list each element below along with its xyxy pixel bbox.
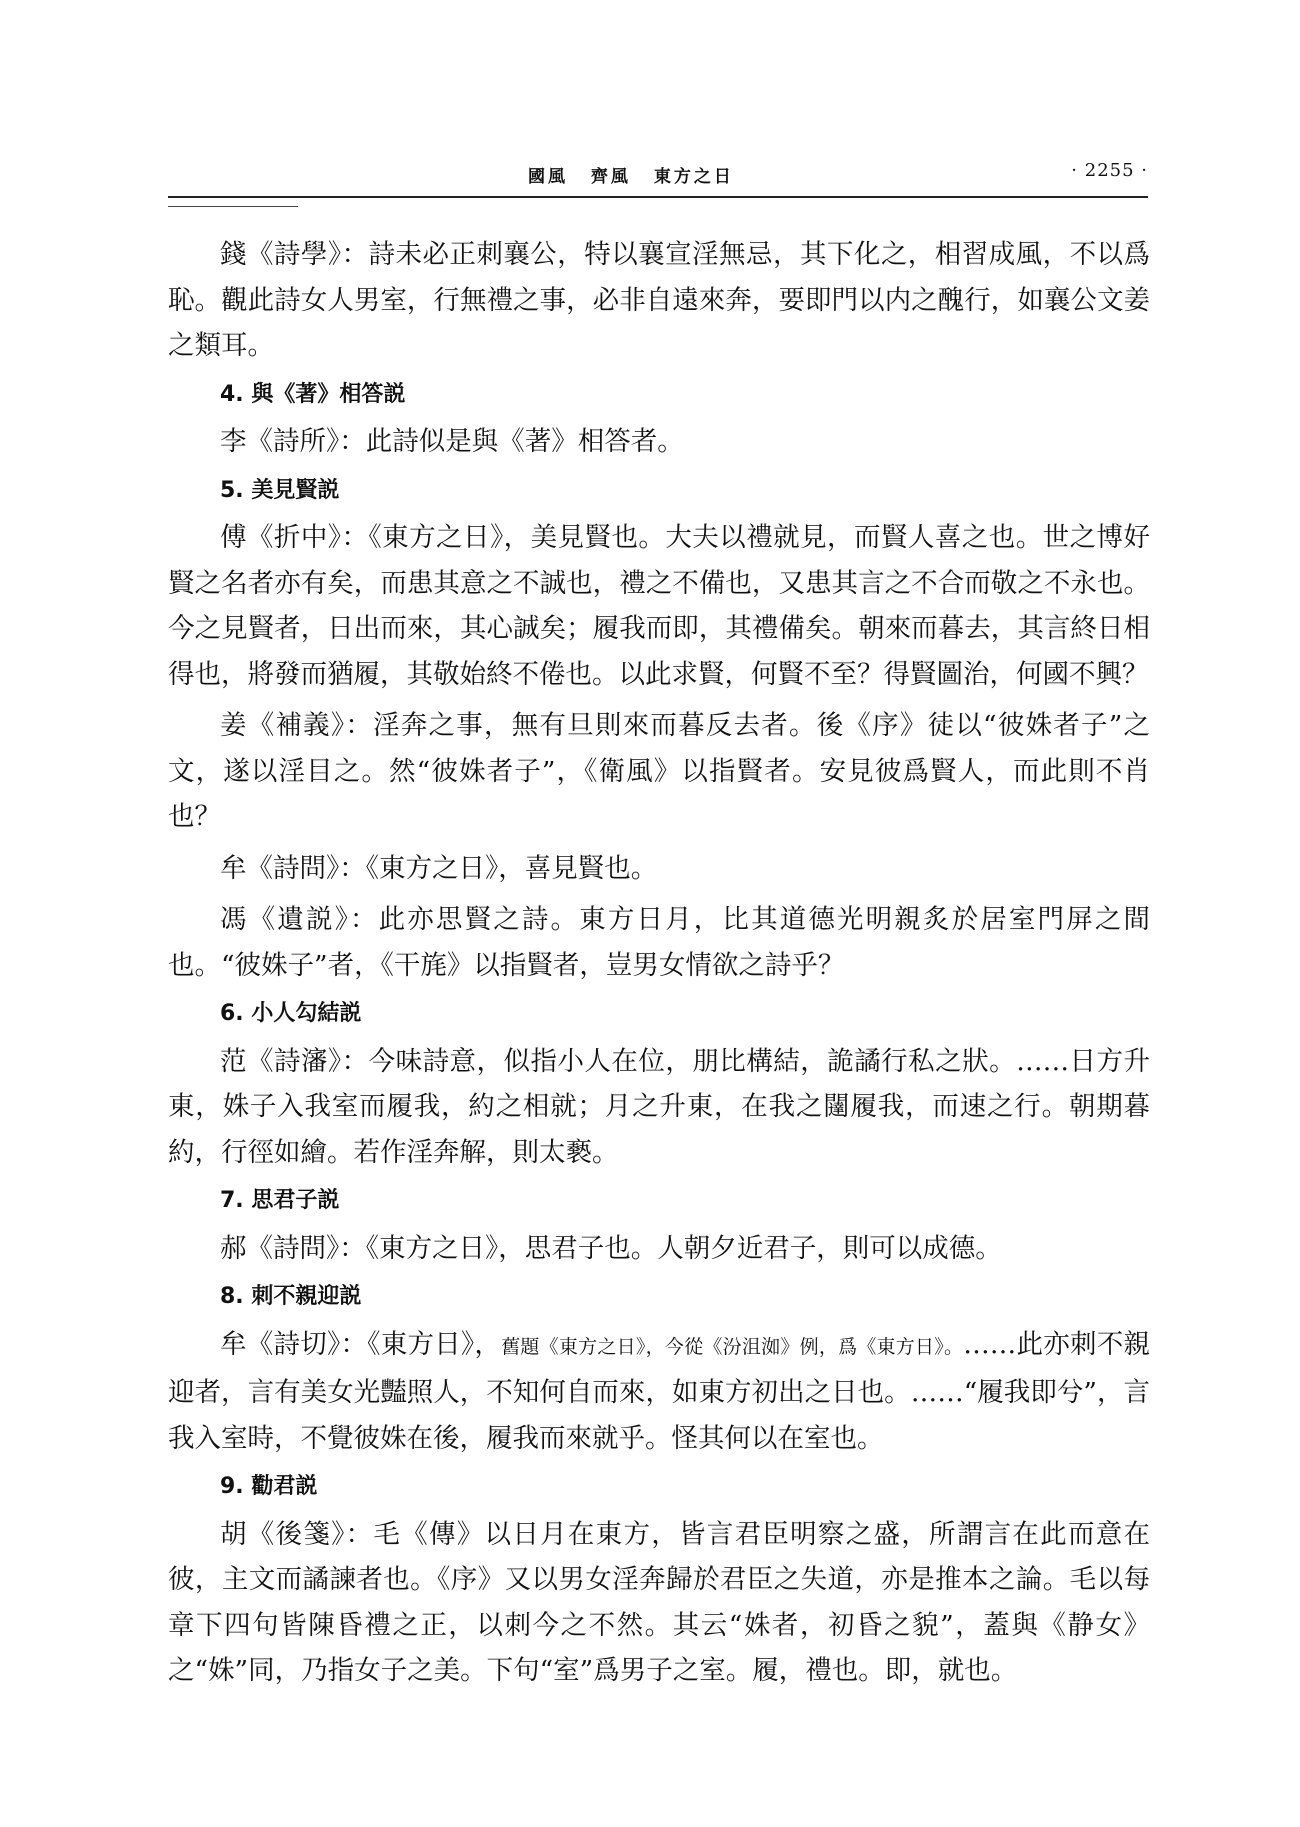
paragraph-mou-shiqie-rest: ……此亦刺不親迎者，言有美女光豔照人，不知何自而來，如東方初出之日也。……“履我即兮”，言我入室時，不覺彼姝在後，履我而來就乎。怪其何以在室也。 <box>168 1328 1150 1454</box>
paragraph-fu-zhezhong: 傅《折中》：《東方之日》，美見賢也。大夫以禮就見，而賢人喜之也。世之博好賢之名者亦有矣，而患其意之不誠也，禮之不備也，又患其言之不合而敬之不永也。今之見賢者，日出而來，其心誠矣；履我而即，其禮備矣。朝來而暮去，其言終日相得也，將發而猶履，其敬始終不倦也。以此求賢，何賢不至？得賢圖治，何國不興？ <box>168 522 1150 690</box>
page-body <box>168 232 1150 1694</box>
page-number: · 2255 · <box>1071 160 1148 181</box>
header-title: 國風 齊風 東方之日 <box>528 167 734 187</box>
section-heading-9: 9. 勸君説 <box>220 1474 318 1499</box>
paragraph-hao-shiwen: 郝《詩問》：《東方之日》，思君子也。人朝夕近君子，則可以成德。 <box>220 1232 1002 1264</box>
running-header <box>168 160 1148 200</box>
paragraph-mou-shiqie-lead: 牟《詩切》：《東方日》， <box>220 1328 502 1360</box>
paragraph-mou-shiwen: 牟《詩問》：《東方之日》，喜見賢也。 <box>220 852 658 884</box>
section-heading-4: 4. 與《著》相答説 <box>220 381 406 407</box>
header-rule-accent <box>168 206 298 207</box>
section-heading-6: 6. 小人勾結説 <box>220 1001 362 1026</box>
paragraph-qian-shixue: 錢《詩學》：詩未必正刺襄公，特以襄宣淫無忌，其下化之，相習成風，不以爲恥。觀此詩女人男室，行無禮之事，必非自遠來奔，要即門以内之醜行，如襄公文姜之類耳。 <box>168 239 1150 361</box>
header-rule <box>168 196 1148 198</box>
paragraph-feng-yishuo: 馮《遺説》：此亦思賢之詩。東方日月，比其道德光明親炙於居室門屏之間也。“彼姝子”者，《干旄》以指賢者，豈男女情欲之詩乎？ <box>168 904 1150 981</box>
paragraph-li-shisuo: 李《詩所》：此詩似是與《著》相答者。 <box>220 426 684 457</box>
paragraph-mou-shiqie <box>168 1322 1150 1462</box>
inline-annotation: 舊題《東方之日》，今從《汾沮洳》例，爲《東方日》。 <box>501 1335 964 1358</box>
paragraph-jiang-buyi: 姜《補義》：淫奔之事，無有旦則來而暮反去者。後《序》徒以“彼姝者子”之文，遂以淫目之。然“彼姝者子”，《衛風》以指賢者。安見彼爲賢人，而此則不肖也？ <box>168 710 1150 832</box>
paragraph-hu-houjian: 胡《後箋》：毛《傳》以日月在東方，皆言君臣明察之盛，所謂言在此而意在彼，主文而譎諫者也。《序》又以男女淫奔歸於君臣之失道，亦是推本之論。毛以每章下四句皆陳昏禮之正，以刺今之不然。其云“姝者，初昏之貌”，蓋與《静女》之“姝”同，乃指女子之美。下句“室”爲男子之室。履，禮也。即，就也。 <box>168 1518 1150 1686</box>
section-heading-7: 7. 思君子説 <box>220 1188 340 1213</box>
section-heading-5: 5. 美見賢説 <box>220 477 340 503</box>
paragraph-fan-shishen: 范《詩瀋》：今味詩意，似指小人在位，朋比構結，詭譎行私之狀。……日方升東，姝子入我室而履我，約之相就；月之升東，在我之闥履我，而速之行。朝期暮約，行徑如繪。若作淫奔解，則太褻。 <box>168 1045 1150 1168</box>
section-heading-8: 8. 刺不親迎説 <box>220 1284 362 1309</box>
